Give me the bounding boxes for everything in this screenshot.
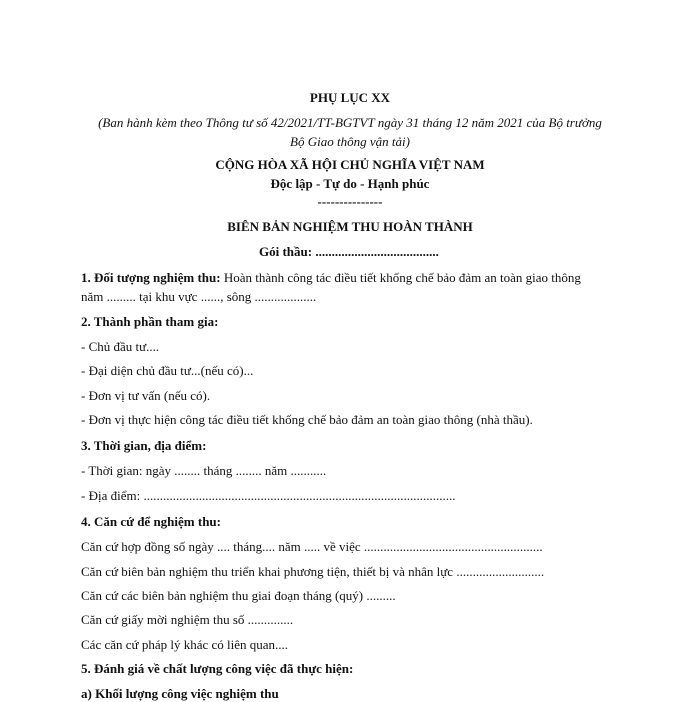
section-1-heading: 1. Đối tượng nghiệm thu: [81,270,221,285]
section-5-sub-a: a) Khối lượng công việc nghiệm thu [81,686,279,701]
issued-by-line-2: Bộ Giao thông vận tải) [290,134,410,149]
time-line: - Thời gian: ngày ........ tháng ........ năm ........... [81,463,327,478]
section-5-heading: 5. Đánh giá về chất lượng công việc đã thực hiện: [81,661,354,676]
package-label: Gói thầu: [259,244,313,259]
country-name: CỘNG HÒA XÃ HỘI CHỦ NGHĨA VIỆT NAM [215,157,485,172]
appendix-title: PHỤ LỤC XX [309,90,391,105]
participant-item: - Chủ đầu tư.... [81,339,160,354]
participant-item: - Đơn vị tư vấn (nếu có). [81,388,211,403]
issued-by-line-1: (Ban hành kèm theo Thông tư số 42/2021/TT-BGTVT ngày 31 tháng 12 năm 2021 của Bộ trưởng [98,115,602,130]
participant-item: - Đại diện chủ đầu tư...(nếu có)... [81,363,254,378]
national-motto: Độc lập - Tự do - Hạnh phúc [270,176,430,191]
basis-item: Các căn cứ pháp lý khác có liên quan.... [81,637,289,652]
section-3-heading: 3. Thời gian, địa điểm: [81,438,207,453]
section-1-line-2: năm ......... tại khu vực ......, sông ................... [81,289,317,304]
basis-item: Căn cứ giấy mời nghiệm thu số .............. [81,612,294,627]
package-line [259,244,439,260]
section-1-text: Hoàn thành công tác điều tiết khống chế bảo đảm an toàn giao thông [223,270,581,285]
document-title: BIÊN BẢN NGHIỆM THU HOÀN THÀNH [227,219,473,234]
section-4-heading: 4. Căn cứ để nghiệm thu: [81,514,221,529]
section-2-heading: 2. Thành phần tham gia: [81,314,219,329]
place-line: - Địa điểm: ................................................................................................ [81,488,456,503]
package-value: ...................................... [315,244,439,259]
basis-item: Căn cứ biên bản nghiệm thu triển khai phương tiện, thiết bị và nhân lực ........................... [81,564,545,579]
basis-item: Căn cứ hợp đồng số ngày .... tháng.... năm ..... về việc ....................................................... [81,539,543,554]
header-separator: --------------- [317,194,383,209]
section-1-line [81,270,581,286]
basis-item: Căn cứ các biên bản nghiệm thu giai đoạn tháng (quý) ......... [81,588,396,603]
participant-item: - Đơn vị thực hiện công tác điều tiết khống chế bảo đảm an toàn giao thông (nhà thầu). [81,412,533,427]
